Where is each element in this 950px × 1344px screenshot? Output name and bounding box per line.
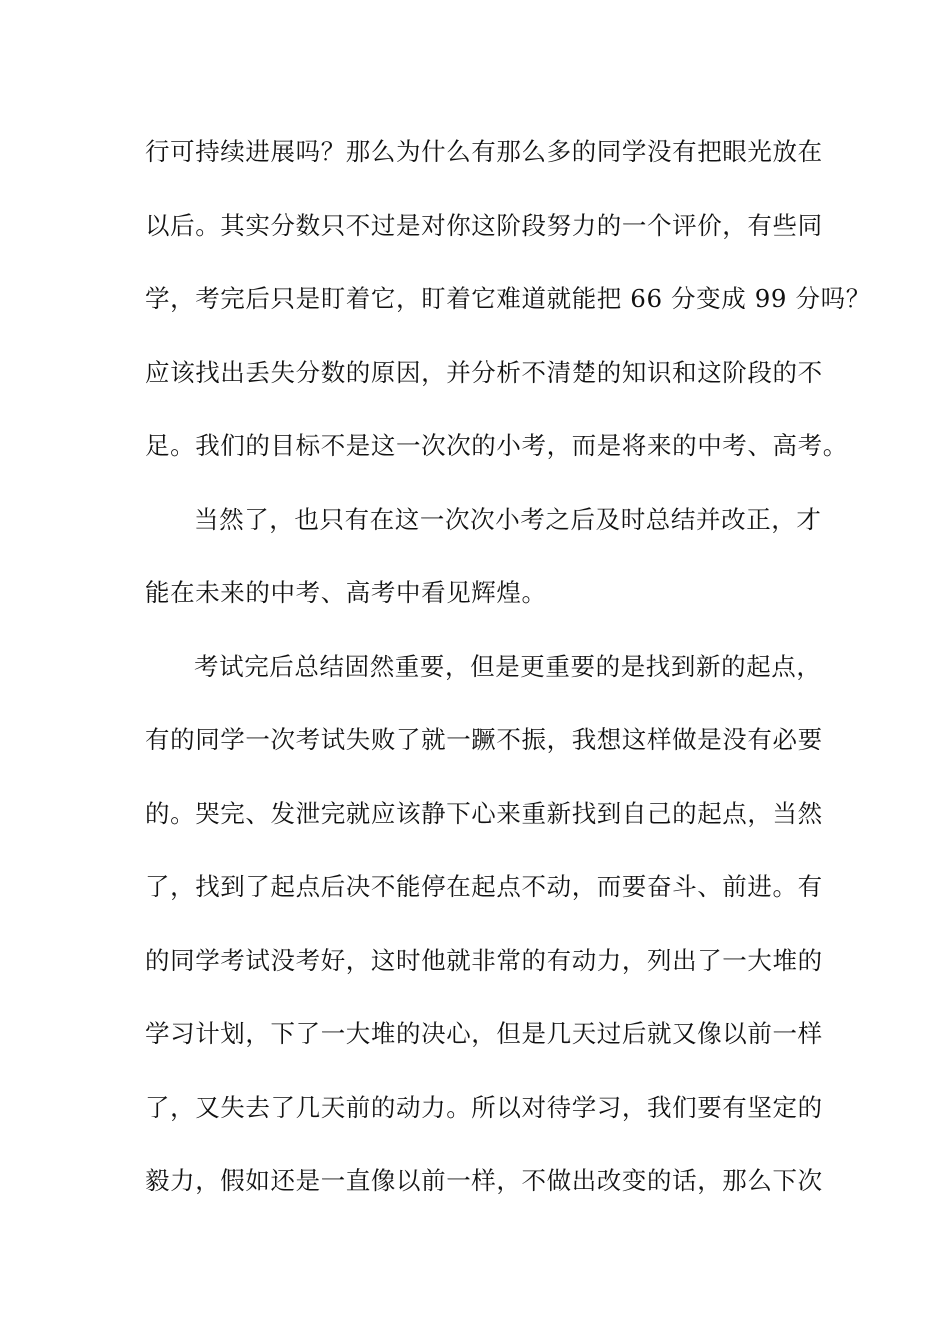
- text-line: 了，又失去了几天前的动力。所以对待学习，我们要有坚定的: [145, 1092, 823, 1122]
- text-line: 有的同学一次考试失败了就一蹶不振，我想这样做是没有必要: [145, 725, 823, 754]
- text-line: 的。哭完、发泄完就应该静下心来重新找到自己的起点，当然: [145, 798, 823, 828]
- paragraph-start-line: 当然了，也只有在这一次次小考之后及时总结并改正，才: [194, 504, 822, 534]
- text-line: 足。我们的目标不是这一次次的小考，而是将来的中考、高考。: [145, 431, 848, 460]
- text-line: 应该找出丢失分数的原因，并分析不清楚的知识和这阶段的不: [145, 357, 823, 387]
- paragraph-start-line: 考试完后总结固然重要，但是更重要的是找到新的起点，: [194, 651, 822, 681]
- text-line: 的同学考试没考好，这时他就非常的有动力，列出了一大堆的: [145, 945, 823, 975]
- text-line: 了，找到了起点后决不能停在起点不动，而要奋斗、前进。有: [145, 872, 823, 901]
- text-line: 学，考完后只是盯着它，盯着它难道就能把 66 分变成 99 分吗？: [145, 284, 871, 313]
- text-line: 行可持续进展吗？那么为什么有那么多的同学没有把眼光放在: [145, 137, 823, 166]
- text-line: 以后。其实分数只不过是对你这阶段努力的一个评价，有些同: [145, 210, 823, 240]
- text-line: 毅力，假如还是一直像以前一样，不做出改变的话，那么下次: [145, 1166, 823, 1195]
- text-line: 能在未来的中考、高考中看见辉煌。: [145, 578, 547, 607]
- text-line: 学习计划，下了一大堆的决心，但是几天过后就又像以前一样: [145, 1019, 823, 1048]
- body-text: [145, 132, 871, 1235]
